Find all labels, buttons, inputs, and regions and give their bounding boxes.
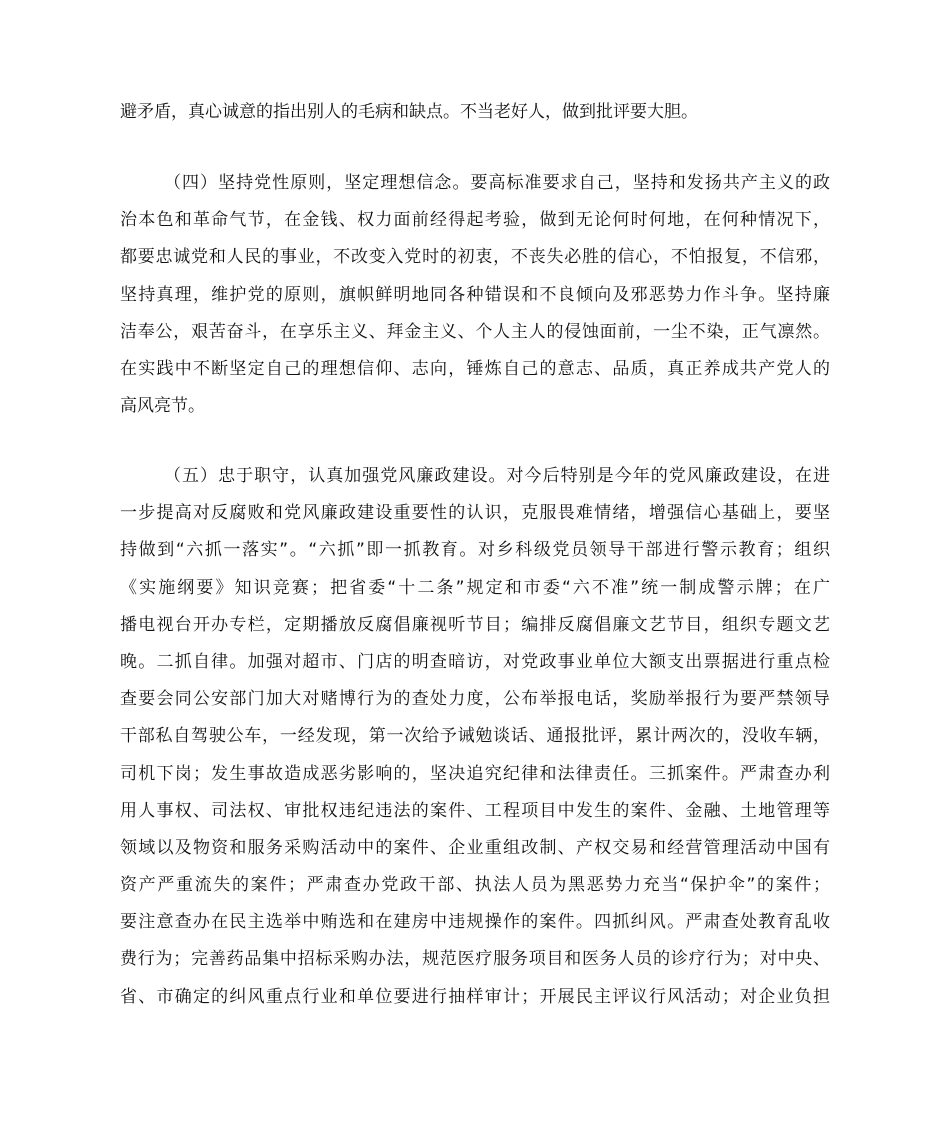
text-line: （四）坚持党性原则，坚定理想信念。要高标准要求自己，坚持和发扬共产主义的政 (164, 173, 830, 193)
paragraph-five (120, 458, 830, 1016)
text-line: 坚持真理，维护党的原则，旗帜鲜明地同各种错误和不良倾向及邪恶势力作斗争。坚持廉 (120, 284, 830, 305)
text-line: 《实施纲要》知识竞赛；把省委“十二条”规定和市委“六不准”统一制成警示牌；在广 (120, 577, 830, 598)
text-line: 用人事权、司法权、审批权违纪违法的案件、工程项目中发生的案件、金融、土地管理等 (120, 800, 830, 821)
text-line: （五）忠于职守，认真加强党风廉政建设。对今后特别是今年的党风廉政建设，在进 (164, 466, 830, 486)
text-line: 持做到“六抓一落实”。“六抓”即一抓教育。对乡科级党员领导干部进行警示教育；组织 (120, 540, 830, 561)
paragraph-continuation (120, 94, 830, 131)
text-line: 洁奉公，艰苦奋斗，在享乐主义、拜金主义、个人主人的侵蚀面前，一尘不染，正气凛然。 (120, 321, 830, 342)
text-line: 高风亮节。 (120, 396, 205, 417)
text-line: 治本色和革命气节，在金钱、权力面前经得起考验，做到无论何时何地，在何种情况下， (120, 210, 830, 231)
text-line: 司机下岗；发生事故造成恶劣影响的，坚决追究纪律和法律责任。三抓案件。严肃查办利 (120, 763, 830, 784)
text-line: 都要忠诚党和人民的事业，不改变入党时的初衷，不丧失必胜的信心，不怕报复，不信邪， (120, 247, 830, 268)
text-line: 查要会同公安部门加大对赌博行为的查处力度，公布举报电话，奖励举报行为要严禁领导 (120, 689, 830, 710)
text-line: 晚。二抓自律。加强对超市、门店的明查暗访，对党政事业单位大额支出票据进行重点检 (120, 651, 830, 672)
text-line: 干部私自驾驶公车，一经发现，第一次给予诫勉谈话、通报批评，累计两次的，没收车辆， (120, 726, 830, 747)
text-line: 在实践中不断坚定自己的理想信仰、志向，锤炼自己的意志、品质，真正养成共产党人的 (120, 358, 830, 379)
text-line: 避矛盾，真心诚意的指出别人的毛病和缺点。不当老好人，做到批评要大胆。 (120, 102, 698, 122)
text-line: 资产严重流失的案件；严肃查办党政干部、执法人员为黑恶势力充当“保护伞”的案件； (120, 875, 830, 896)
text-line: 领域以及物资和服务采购活动中的案件、企业重组改制、产权交易和经营管理活动中国有 (120, 837, 830, 858)
text-line: 要注意查办在民主选举中贿选和在建房中违规操作的案件。四抓纠风。严肃查处教育乱收 (120, 912, 830, 933)
text-line: 省、市确定的纠风重点行业和单位要进行抽样审计；开展民主评议行风活动；对企业负担 (120, 986, 830, 1007)
text-line: 费行为；完善药品集中招标采购办法，规范医疗服务项目和医务人员的诊疗行为；对中央、 (120, 949, 830, 970)
paragraph-four (120, 165, 830, 425)
text-line: 一步提高对反腐败和党风廉政建设重要性的认识，克服畏难情绪，增强信心基础上，要坚 (120, 503, 830, 524)
text-line: 播电视台开办专栏，定期播放反腐倡廉视听节目；编排反腐倡廉文艺节目，组织专题文艺 (120, 614, 830, 635)
